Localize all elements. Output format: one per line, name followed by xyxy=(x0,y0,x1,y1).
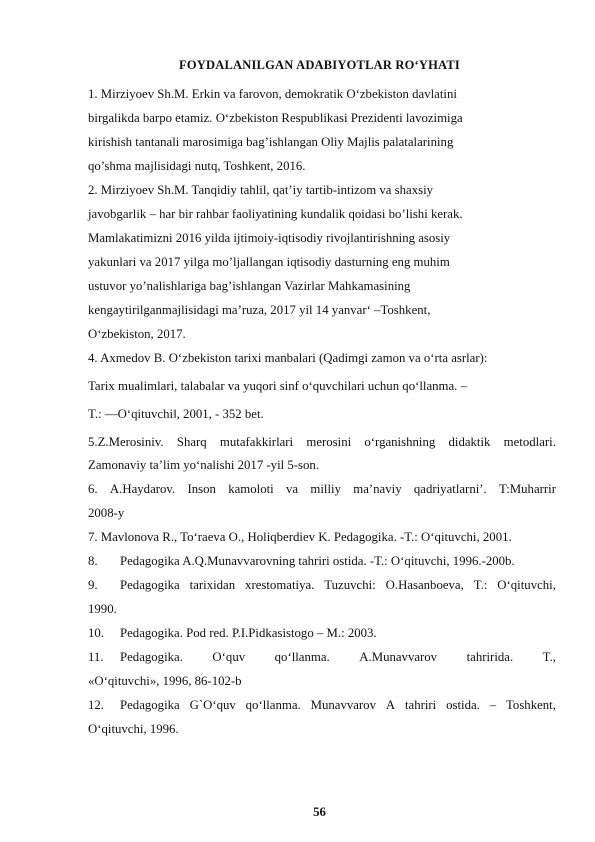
ref12-text xyxy=(120,697,556,713)
ref10-number: 10. xyxy=(88,626,104,640)
ref9-word: xrestomatiya. xyxy=(245,578,315,592)
ref9-word: Tuzuvchi: xyxy=(324,578,376,592)
ref6-word: kamoloti xyxy=(228,482,274,496)
ref8-number: 8. xyxy=(88,554,98,568)
ref6-word: Inson xyxy=(187,482,216,496)
page-number: 56 xyxy=(313,805,326,819)
ref4-line3: T.: ―O‘qituvchi‖, 2001, - 352 bet. xyxy=(88,407,264,421)
ref6-word: A.Haydarov. xyxy=(109,482,176,496)
ref2-line3: Mamlakatimizni 2016 yilda ijtimoiy-iqtisodiy rivojlantirishning asosiy xyxy=(88,231,451,245)
ref9-word: Pedagogika xyxy=(120,578,180,592)
ref9-word: O.Hasanboeva, xyxy=(385,578,464,592)
ref6-word: T:Muharrir xyxy=(499,482,556,496)
ref12-word: – xyxy=(489,698,497,712)
ref12-line2: O‘qituvchi, 1996. xyxy=(88,722,179,736)
ref12-number: 12. xyxy=(88,698,104,712)
ref9-word: O‘qituvchi, xyxy=(497,578,556,592)
ref1-line3: kirishish tantanali marosimiga bag’ishlangan Oliy Majlis palatalarining xyxy=(88,135,454,149)
ref5-line1 xyxy=(88,434,556,450)
ref12-word: ostida. xyxy=(446,698,480,712)
ref9-line2: 1990. xyxy=(88,602,117,616)
ref12-word: tahriri xyxy=(404,698,437,712)
ref9-word: tarixidan xyxy=(189,578,236,592)
ref11-word: O‘quv xyxy=(212,650,246,664)
ref10-text: Pedagogika. Pod red. P.I.Pidkasistogo – M.: 2003. xyxy=(120,626,377,640)
ref9-text xyxy=(120,577,556,593)
ref2-line7: O‘zbekiston, 2017. xyxy=(88,327,186,341)
ref11-word: tahririda. xyxy=(466,650,514,664)
ref12-word: Pedagogika xyxy=(120,698,180,712)
ref5-word: metodlari. xyxy=(503,435,556,449)
ref5-line2: Zamonaviy ta’lim yo‘nalishi 2017 -yil 5-son. xyxy=(88,458,320,472)
ref8-text: Pedagogika A.Q.Munavvarovning tahriri ostida. -T.: O‘qituvchi, 1996.-200b. xyxy=(120,554,515,568)
page-title: FOYDALANILGAN ADABIYOTLAR RO‘YHATI xyxy=(179,58,460,72)
ref11-line2: «O‘qituvchi», 1996, 86-102-b xyxy=(88,674,242,688)
ref1-line4: qo’shma majlisidagi nutq, Toshkent, 2016. xyxy=(88,159,306,173)
ref6-word: ma’naviy xyxy=(353,482,402,496)
ref12-word: qo‘llanma. xyxy=(245,698,301,712)
ref5-word: mutafakkirlari xyxy=(219,435,294,449)
ref6-line1 xyxy=(88,481,556,497)
ref12-word: Toshkent, xyxy=(506,698,556,712)
ref11-word: A.Munavvarov xyxy=(359,650,438,664)
ref5-word: Sharq xyxy=(176,435,207,449)
ref6-word: 6. xyxy=(88,482,98,496)
ref1-line1: 1. Mirziyoev Sh.M. Erkin va farovon, demokratik O‘zbekiston davlatini xyxy=(88,87,457,101)
ref2-line6: kengaytirilganmajlisidagi ma’ruza, 2017 yil 14 yanvar‘ –Toshkent, xyxy=(88,303,431,317)
ref11-number: 11. xyxy=(88,650,104,664)
ref6-line2: 2008-y xyxy=(88,506,125,520)
ref12-word: G`O‘quv xyxy=(189,698,236,712)
ref5-word: merosini xyxy=(306,435,352,449)
ref11-word: qo‘llanma. xyxy=(274,650,330,664)
ref2-line1: 2. Mirziyoev Sh.M. Tanqidiy tahlil, qat’iy tartib-intizom va shaxsiy xyxy=(88,183,434,197)
ref9-word: T.: xyxy=(473,578,488,592)
ref11-word: Pedagogika. xyxy=(120,650,183,664)
ref2-line4: yakunlari va 2017 yilga mo’ljallangan iqtisodiy dasturning eng muhim xyxy=(88,255,450,269)
ref12-word: Munavvarov xyxy=(310,698,376,712)
ref5-word: o‘rganishning xyxy=(364,435,436,449)
ref11-word: T., xyxy=(542,650,556,664)
ref2-line5: ustuvor yo’nalishlariga bag’ishlangan Vazirlar Mahkamasining xyxy=(88,279,411,293)
ref5-word: didaktik xyxy=(448,435,491,449)
ref5-word: 5.Z.Merosiniv. xyxy=(88,435,164,449)
ref4-line2: Tarix mualimlari, talabalar va yuqori sinf o‘quvchilari uchun qo‘llanma. – xyxy=(88,379,467,393)
ref2-line2: javobgarlik – har bir rahbar faoliyatining kundalik qoidasi bo’lishi kerak. xyxy=(88,207,463,221)
ref11-text xyxy=(120,649,556,665)
ref6-word: milliy xyxy=(310,482,341,496)
ref7-line1: 7. Mavlonova R., To‘raeva O., Holiqberdiev K. Pedagogika. -T.: O‘qituvchi, 2001. xyxy=(88,530,512,544)
ref1-line2: birgalikda barpo etamiz. O‘zbekiston Respublikasi Prezidenti lavozimiga xyxy=(88,111,463,125)
ref9-number: 9. xyxy=(88,578,98,592)
ref6-word: va xyxy=(286,482,299,496)
ref12-word: A xyxy=(385,698,396,712)
ref4-line1: 4. Axmedov B. O‘zbekiston tarixi manbalari (Qadimgi zamon va o‘rta asrlar): xyxy=(88,351,488,365)
ref6-word: qadriyatlarni’. xyxy=(413,482,487,496)
